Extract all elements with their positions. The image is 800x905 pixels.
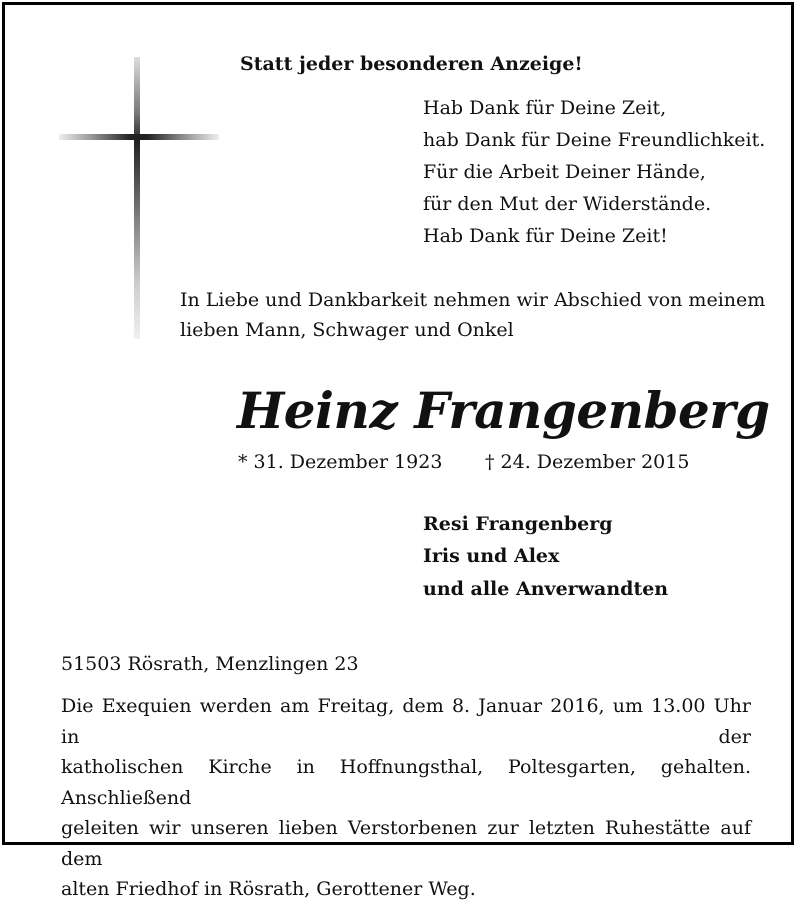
mourner-line: Resi Frangenberg [423,513,613,535]
funeral-details-line: katholischen Kirche in Hoffnungsthal, Poltesgarten, gehalten. Anschließend [61,756,751,809]
death-date: † 24. Dezember 2015 [485,451,690,473]
poem-line: Für die Arbeit Deiner Hände, [423,161,706,183]
funeral-details-line: Die Exequien werden am Freitag, dem 8. Januar 2016, um 13.00 Uhr in der [61,695,751,748]
poem-line: hab Dank für Deine Freundlichkeit. [423,129,766,151]
funeral-details [61,691,751,905]
cross-vertical-beam [134,57,140,339]
poem-line: für den Mut der Widerstände. [423,193,712,215]
funeral-details-line: alten Friedhof in Rösrath, Gerottener Weg. [61,878,476,900]
funeral-details-line: geleiten wir unseren lieben Verstorbenen zur letzten Ruhestätte auf dem [61,817,751,870]
poem-line: Hab Dank für Deine Zeit! [423,225,668,247]
deceased-name: Heinz Frangenberg [237,381,770,440]
address: 51503 Rösrath, Menzlingen 23 [61,653,359,675]
intro-line: In Liebe und Dankbarkeit nehmen wir Abschied von meinem [180,289,766,311]
mourner-line: Iris und Alex [423,545,560,567]
headline: Statt jeder besonderen Anzeige! [240,53,583,75]
birth-date: * 31. Dezember 1923 [238,451,443,473]
poem-line: Hab Dank für Deine Zeit, [423,97,667,119]
intro-line: lieben Mann, Schwager und Onkel [180,319,514,341]
obituary-notice [2,2,794,900]
cross-horizontal-beam [59,134,219,140]
mourner-line: und alle Anverwandten [423,578,669,600]
